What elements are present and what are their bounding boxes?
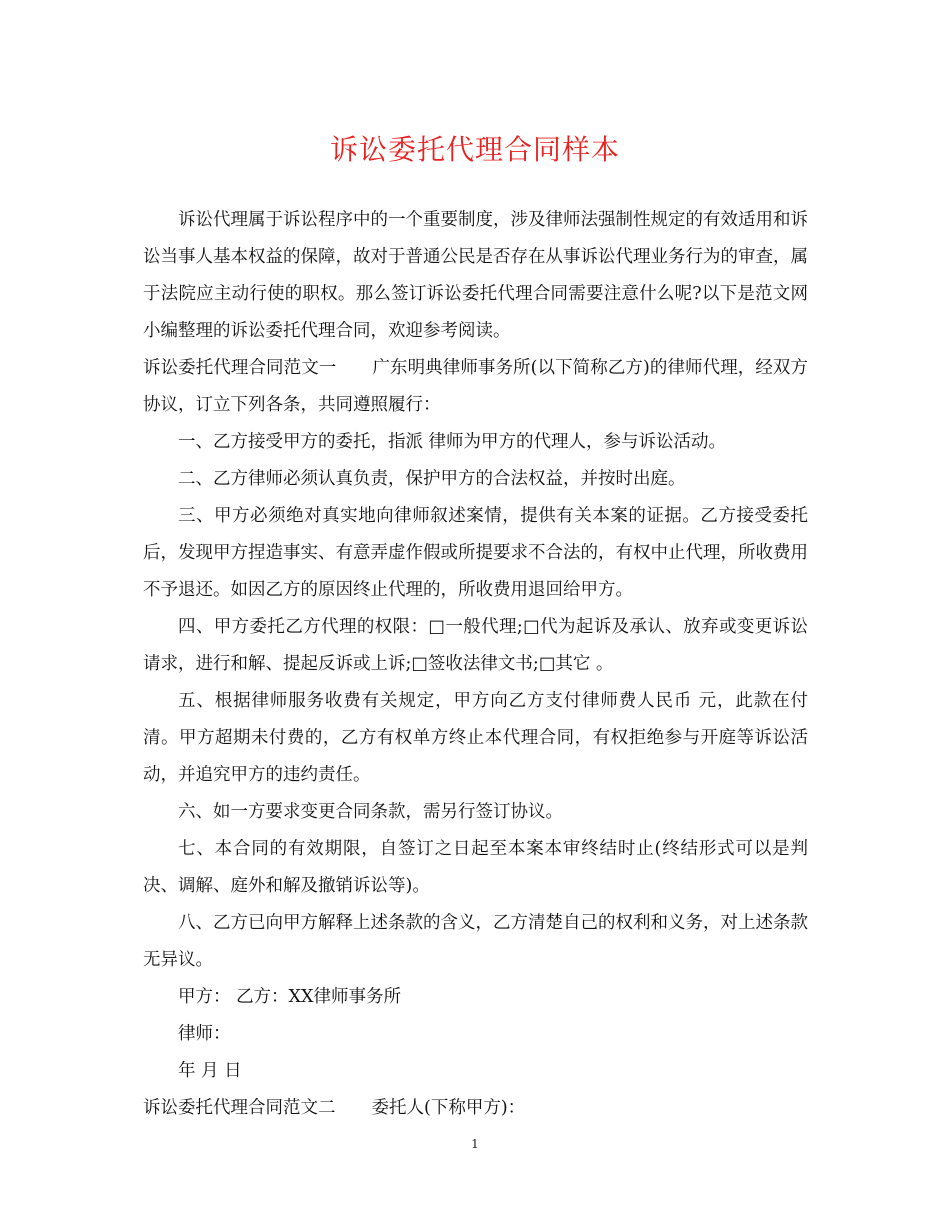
document-title: 诉讼委托代理合同样本	[329, 133, 620, 166]
page-number: 1	[471, 1137, 479, 1151]
sample2-heading-rest: 委托人(下称甲方)：	[371, 1098, 526, 1118]
sample1-heading-rest: 广东明典律师事务所(以下简称乙方)的律师代理，经双方协议，订立下列各条，共同遵照履行：	[143, 358, 809, 415]
sample2-heading-paragraph	[143, 1090, 808, 1127]
clause-3: 三、甲方必须绝对真实地向律师叙述案情，提供有关本案的证据。乙方接受委托后，发现甲方捏造事实、有意弄虚作假或所提要求不合法的，有权中止代理，所收费用不予退还。如因乙方的原因终止代理的，所收费用退回给甲方。	[143, 506, 808, 600]
sample1-heading-paragraph	[143, 350, 808, 424]
sample2-heading: 诉讼委托代理合同范文二	[143, 1098, 336, 1118]
clause-2: 二、乙方律师必须认真负责，保护甲方的合法权益，并按时出庭。	[178, 469, 686, 489]
clause-6: 六、如一方要求变更合同条款，需另行签订协议。	[178, 802, 563, 822]
clause-5: 五、根据律师服务收费有关规定，甲方向乙方支付律师费人民币 元，此款在付清。甲方超期未付费的，乙方有权单方终止本代理合同，有权拒绝参与开庭等诉讼活动，并追究甲方的违约责任。	[143, 691, 808, 785]
document-body	[143, 202, 808, 1127]
sign-lawyer: 律师：	[178, 1024, 231, 1044]
intro-paragraph: 诉讼代理属于诉讼程序中的一个重要制度，涉及律师法强制性规定的有效适用和诉讼当事人基本权益的保障，故对于普通公民是否存在从事诉讼代理业务行为的审查，属于法院应主动行使的职权。那么签订诉讼委托代理合同需要注意什么呢?以下是范文网小编整理的诉讼委托代理合同，欢迎参考阅读。	[143, 210, 808, 341]
sample1-heading: 诉讼委托代理合同范文一	[143, 358, 337, 378]
sign-date: 年 月 日	[178, 1061, 242, 1081]
sign-parties: 甲方： 乙方：XX律师事务所	[178, 987, 401, 1007]
clause-1: 一、乙方接受甲方的委托，指派 律师为甲方的代理人，参与诉讼活动。	[178, 432, 727, 452]
clause-4: 四、甲方委托乙方代理的权限：□一般代理;□代为起诉及承认、放弃或变更诉讼请求，进行和解、提起反诉或上诉;□签收法律文书;□其它 。	[143, 617, 808, 674]
clause-8: 八、乙方已向甲方解释上述条款的含义，乙方清楚自己的权利和义务，对上述条款无异议。	[143, 913, 808, 970]
clause-7: 七、本合同的有效期限，自签订之日起至本案本审终结时止(终结形式可以是判决、调解、庭外和解及撤销诉讼等)。	[143, 839, 808, 896]
